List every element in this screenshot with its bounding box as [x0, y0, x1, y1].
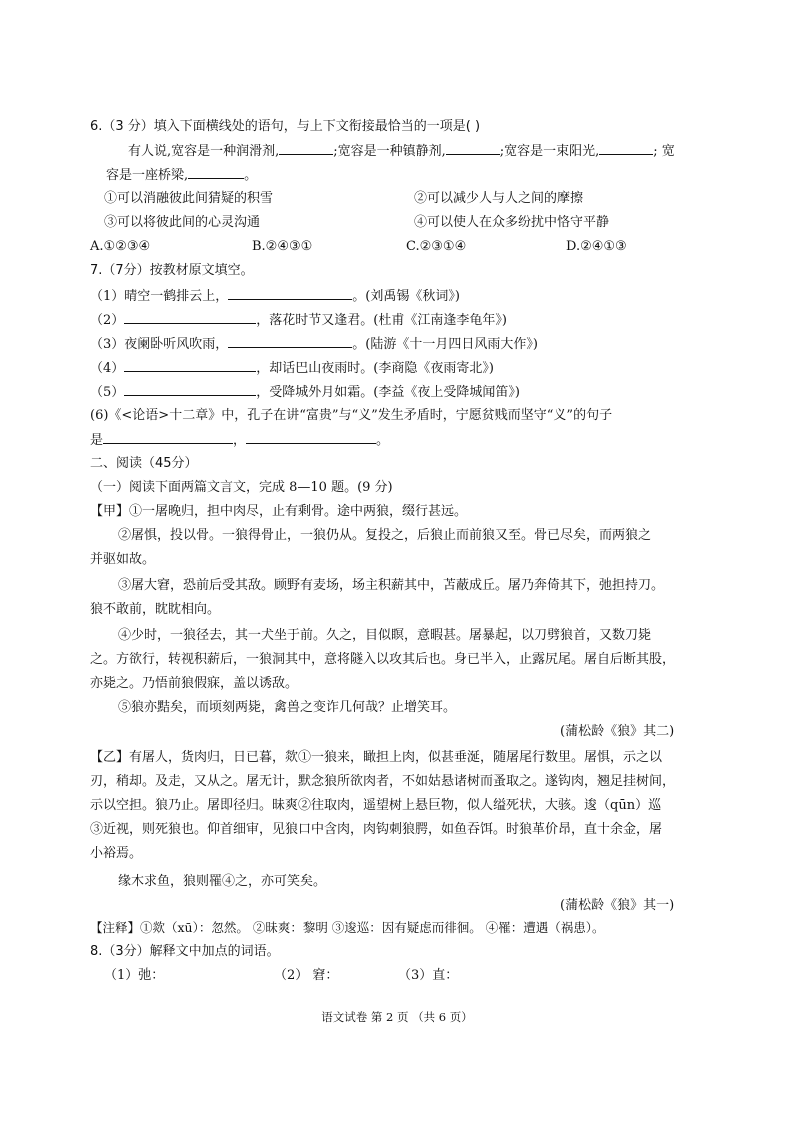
q6-choice-b[interactable]: B.②④③① [252, 239, 313, 254]
q7-text: ，却话巴山夜雨时。(李商隐《夜雨寄北》) [256, 361, 494, 376]
q7-text: （2） [90, 313, 125, 328]
q6-passage-line1 [128, 142, 675, 161]
q7-text: ， [233, 433, 247, 448]
jia-paragraph-1: 【甲】①一屠晚归，担中肉尽，止有剩骨。途中两狼，缀行甚远。 [90, 504, 468, 519]
yi-source: (蒲松龄《狼》其一) [560, 898, 675, 913]
blank-line[interactable] [246, 431, 376, 444]
q6-text: ;宽容是一种镇静剂, [333, 144, 446, 159]
q7-line-5 [90, 383, 520, 402]
q7-line-4 [90, 359, 494, 378]
yi-line-1: 【乙】有屠人，货肉归，日已暮，欻①一狼来，瞰担上肉，似甚垂涎，随屠尾行数里。屠惧，示之以 [90, 750, 663, 765]
yi-line-4: ③近视，则死狼也。仰首细审，见狼口中含肉，肉钩刺狼腭，如鱼吞饵。时狼革价昂，直十余金，屠 [90, 822, 663, 837]
jia-paragraph-2-cont: 并驱如故。 [90, 552, 156, 567]
q6-option-1: ①可以消融彼此间猜疑的积雪 [104, 191, 274, 206]
page-footer: 语文试卷 第 2 页 （共 6 页） [321, 1010, 473, 1024]
q7-line-7 [90, 431, 389, 450]
q6-text: ; 宽 [653, 144, 675, 159]
blank-line[interactable] [103, 431, 233, 444]
annotation-notes: 【注释】①欻（xū）：忽然。 ②昧爽：黎明 ③逡巡：因有疑虑而徘徊。 ④罹：遭遇（祸患）。 [90, 920, 605, 935]
jia-paragraph-2: ②屠惧，投以骨。一狼得骨止，一狼仍从。复投之，后狼止而前狼又至。骨已尽矣，而两狼之 [118, 528, 652, 543]
blank-line[interactable] [124, 383, 256, 396]
q6-text: 有人说,宽容是一种润滑剂, [128, 144, 280, 159]
blank-line[interactable] [124, 311, 256, 324]
blank-line[interactable] [188, 166, 244, 179]
jia-paragraph-5: ⑤狼亦黠矣，而顷刻两毙，禽兽之变诈几何哉？止增笑耳。 [118, 700, 457, 715]
blank-line[interactable] [446, 142, 500, 155]
q6-text: ;宽容是一束阳光, [499, 144, 600, 159]
q6-option-4: ④可以使人在众多纷扰中恪守平静 [414, 215, 610, 230]
yi-line-2: 刃，稍却。及走，又从之。屠无计，默念狼所欲肉者，不如姑悬诸树而蚤取之。遂钩肉，翘足挂树间， [90, 774, 676, 789]
q6-text: 容是一座桥梁, [106, 168, 189, 183]
blank-line[interactable] [124, 359, 256, 372]
section-subtitle: （一）阅读下面两篇文言文，完成 8—10 题。(9 分) [90, 480, 393, 495]
yi-line-3: 示以空担。狼乃止。屠即径归。昧爽②往取肉，遥望树上悬巨物，似人缢死状，大骇。逡（qūn）巡 [90, 798, 662, 813]
q6-option-2: ②可以减少人与人之间的摩擦 [414, 191, 584, 206]
jia-paragraph-3-cont: 狼不敢前，眈眈相向。 [90, 602, 221, 617]
q7-stem: 7.（7分）按教材原文填空。 [90, 263, 254, 278]
jia-source: (蒲松龄《狼》其二) [560, 724, 675, 739]
q8-item-3: （3）直： [398, 968, 459, 983]
blank-line[interactable] [228, 335, 352, 348]
q6-stem: 6.（3 分）填入下面横线处的语句，与上下文衔接最恰当的一项是( ) [90, 119, 481, 134]
jia-paragraph-3: ③屠大窘，恐前后受其敌。顾野有麦场，场主积薪其中，苫蔽成丘。屠乃奔倚其下，弛担持刀。 [118, 578, 665, 593]
q8-item-1: （1）弛： [104, 968, 165, 983]
q7-line-2 [90, 311, 507, 330]
q7-text: （3）夜阑卧听风吹雨， [90, 337, 229, 352]
q7-text: 。 [376, 433, 390, 448]
q6-choice-c[interactable]: C.②③①④ [406, 239, 467, 254]
q7-line-6: (6)《<论语>十二章》中，孔子在讲“富贵”与“义”发生矛盾时，宁愿贫贱而坚守“义”的句子 [90, 408, 613, 423]
section-title: 二、阅读（45分） [90, 456, 198, 471]
jia-paragraph-4-cont: 亦毙之。乃悟前狼假寐，盖以诱敌。 [90, 676, 299, 691]
yi-line-5: 小裕焉。 [90, 846, 143, 861]
q6-text: 。 [244, 168, 258, 183]
q7-text: 。(刘禹锡《秋词》) [352, 289, 460, 304]
q8-item-2: （2） 窘： [274, 968, 339, 983]
q6-choice-a[interactable]: A.①②③④ [90, 239, 151, 254]
q7-text: ，受降城外月如霜。(李益《夜上受降城闻笛》) [256, 385, 520, 400]
blank-line[interactable] [228, 287, 352, 300]
yi-line-6: 缘木求鱼，狼则罹④之，亦可笑矣。 [118, 874, 327, 889]
blank-line[interactable] [599, 142, 653, 155]
q7-text: ，落花时节又逢君。(杜甫《江南逢李龟年》) [256, 313, 507, 328]
jia-paragraph-4: ④少时，一狼径去，其一犬坐于前。久之，目似瞑，意暇甚。屠暴起，以刀劈狼首，又数刀毙 [118, 628, 652, 643]
q6-option-3: ③可以将彼此间的心灵沟通 [104, 215, 261, 230]
blank-line[interactable] [279, 142, 333, 155]
q7-line-3 [90, 335, 538, 354]
q7-text: 是 [90, 433, 104, 448]
q7-text: （1）晴空一鹤排云上， [90, 289, 229, 304]
q7-line-1 [90, 287, 460, 306]
q8-stem: 8.（3分）解释文中加点的词语。 [90, 944, 280, 959]
q6-choice-d[interactable]: D.②④①③ [566, 239, 627, 254]
q7-text: 。(陆游《十一月四日风雨大作》) [352, 337, 538, 352]
q7-text: （5） [90, 385, 125, 400]
q6-passage-line2 [106, 166, 257, 185]
q7-text: （4） [90, 361, 125, 376]
jia-paragraph-4-cont: 之。方欲行，转视积薪后，一狼洞其中，意将隧入以攻其后也。身已半入，止露尻尾。屠自后断其股， [90, 652, 676, 667]
